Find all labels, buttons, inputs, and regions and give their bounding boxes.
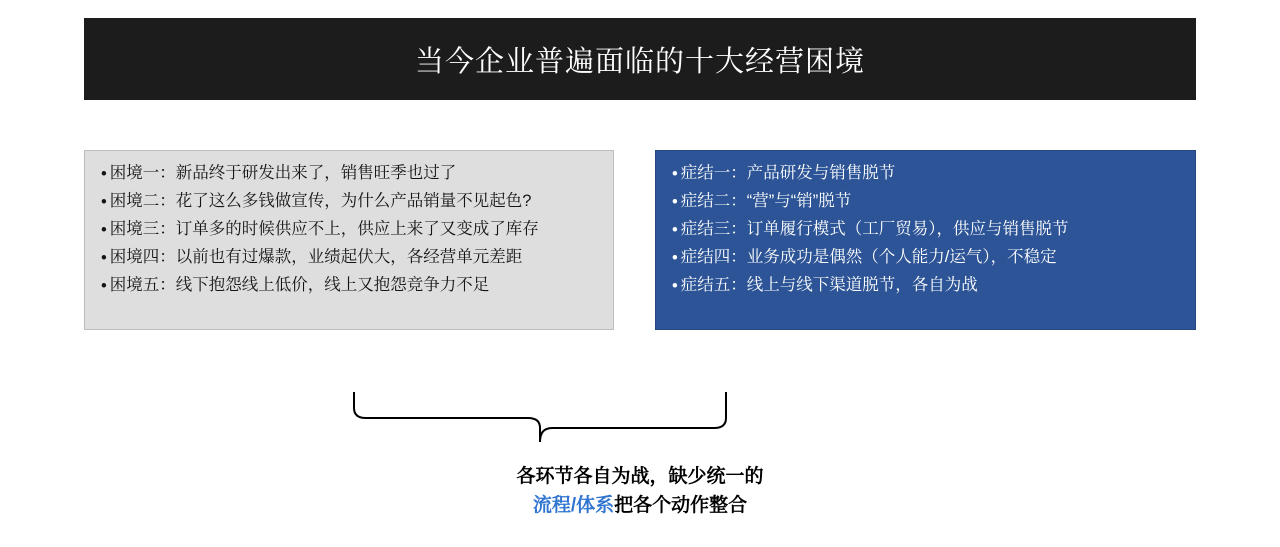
caption-line-1: 各环节各自为战，缺少统一的 — [516, 466, 764, 487]
bullet-dot-icon: • — [101, 192, 107, 211]
bullet-dot-icon: • — [672, 192, 678, 211]
difficulties-panel — [84, 150, 614, 330]
caption-rest-text: 把各个动作整合 — [614, 495, 748, 517]
list-item — [101, 277, 597, 296]
list-item-label: 困境一：新品终于研发出来了，销售旺季也过了 — [109, 164, 457, 182]
bullet-dot-icon: • — [672, 248, 678, 267]
list-item — [101, 165, 597, 184]
list-item — [672, 221, 1179, 240]
list-item-label: 困境三：订单多的时候供应不上，供应上来了又变成了库存 — [109, 219, 539, 238]
root-causes-panel — [655, 150, 1196, 330]
bullet-dot-icon: • — [101, 248, 107, 267]
list-item-label: 困境二：花了这么多钱做宣传，为什么产品销量不见起色? — [109, 191, 532, 210]
curly-brace-icon — [350, 390, 730, 450]
list-item-label: 症结五：线上与线下渠道脱节，各自为战 — [680, 275, 978, 294]
list-item — [672, 249, 1179, 268]
list-item — [101, 249, 597, 268]
list-item-label: 困境四：以前也有过爆款，业绩起伏大，各经营单元差距 — [109, 247, 523, 266]
list-item-label: 症结二：“营”与“销”脱节 — [680, 191, 852, 210]
caption-line-2 — [0, 491, 1280, 520]
caption-accent-text: 流程/体系 — [532, 495, 615, 517]
list-item — [101, 221, 597, 240]
list-item-label: 困境五：线下抱怨线上低价，线上又抱怨竞争力不足 — [109, 275, 490, 294]
root-causes-list — [672, 165, 1179, 296]
bullet-dot-icon: • — [672, 220, 678, 239]
list-item — [672, 165, 1179, 184]
list-item — [101, 193, 597, 212]
list-item — [672, 193, 1179, 212]
list-item — [672, 277, 1179, 296]
bullet-dot-icon: • — [672, 276, 678, 295]
page-title: 当今企业普遍面临的十大经营困境 — [414, 45, 865, 78]
bullet-dot-icon: • — [672, 165, 678, 183]
bullet-dot-icon: • — [101, 220, 107, 239]
bullet-dot-icon: • — [101, 165, 107, 183]
summary-caption — [0, 462, 1280, 521]
list-item-label: 症结四：业务成功是偶然（个人能力/运气），不稳定 — [680, 247, 1057, 266]
difficulties-list — [101, 165, 597, 296]
list-item-label: 症结一：产品研发与销售脱节 — [680, 164, 896, 182]
list-item-label: 症结三：订单履行模式（工厂贸易），供应与销售脱节 — [680, 219, 1069, 238]
slide-title-bar — [84, 18, 1196, 100]
bullet-dot-icon: • — [101, 276, 107, 295]
